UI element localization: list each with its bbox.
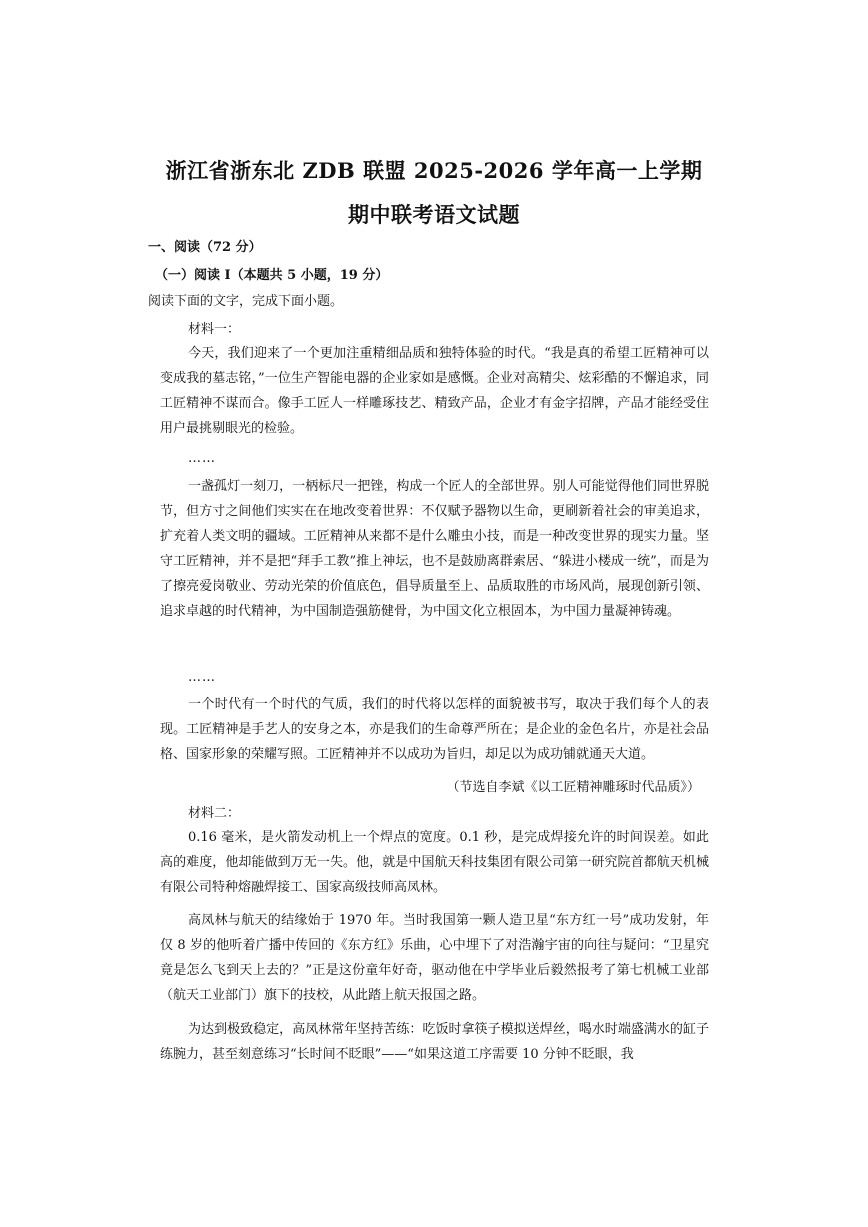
material1-paragraph-2: 一盏孤灯一刻刀，一柄标尺一把锉，构成一个匠人的全部世界。别人可能觉得他们同世界脱节，但方寸之间他们实实在在地改变着世界：不仅赋予器物以生命，更刷新着社会的审美追求，扩充着人类文明的疆域。工匠精神从来都不是什么雕虫小技，而是一种改变世界的现实力量。坚守工匠精神，并不是把“拜手工教”推上神坛，也不是鼓励离群索居、“躲进小楼成一统”，而是为了擦亮爱岗敬业、劳动光荣的价值底色，倡导质量至上、品质取胜的市场风尚，展现创新引领、追求卓越的时代精神，为中国制造强筋健骨，为中国文化立根固本，为中国力量凝神铸魂。 [160,479,709,619]
material1-ellipsis-1: …… [188,451,216,466]
material1-label: 材料一： [188,322,241,337]
subsection-heading-reading-1: （一）阅读 I（本题共 5 小题，19 分） [155,268,389,283]
section-heading-reading: 一、阅读（72 分） [148,240,262,255]
material2-paragraph-2: 高凤林与航天的结缘始于 1970 年。当时我国第一颗人造卫星“东方红一号”成功发射，年仅 8 岁的他听着广播中传回的《东方红》乐曲，心中埋下了对浩瀚宇宙的向往与疑问：“卫星究竟是怎么飞到天上去的？”正是这份童年好奇，驱动他在中学毕业后毅然报考了第七机械工业部（航天工业部门）旗下的技校，从此踏上航天报国之路。 [160,913,709,1003]
exam-title-line2: 期中联考语文试题 [348,202,520,227]
material1-paragraph-1: 今天，我们迎来了一个更加注重精细品质和独特体验的时代。“我是真的希望工匠精神可以变成我的墓志铭，”一位生产智能电器的企业家如是感慨。企业对高精尖、炫彩酷的不懈追求，同工匠精神不谋而合。像手工匠人一样雕琢技艺、精致产品，企业才有金字招牌，产品才能经受住用户最挑剔眼光的检验。 [160,346,709,436]
material1-source: （节选自李斌《以工匠精神雕琢时代品质》） [446,780,700,795]
material1-ellipsis-2: …… [188,670,216,685]
material2-paragraph-3: 为达到极致稳定，高凤林常年坚持苦练：吃饭时拿筷子模拟送焊丝，喝水时端盛满水的缸子练腕力，甚至刻意练习“长时间不眨眼”——“如果这道工序需要 10 分钟不眨眼，我 [160,1022,709,1062]
reading-instruction: 阅读下面的文字，完成下面小题。 [148,294,344,309]
material2-paragraph-1: 0.16 毫米，是火箭发动机上一个焊点的宽度。0.1 秒，是完成焊接允许的时间误差。如此高的难度，他却能做到万无一失。他，就是中国航天科技集团有限公司第一研究院首都航天机械有限公司特种熔融焊接工、国家高级技师高凤林。 [160,830,709,895]
material2-label: 材料二： [188,806,241,821]
material1-paragraph-3: 一个时代有一个时代的气质，我们的时代将以怎样的面貌被书写，取决于我们每个人的表现。工匠精神是手艺人的安身之本，亦是我们的生命尊严所在；是企业的金色名片，亦是社会品格、国家形象的荣耀写照。工匠精神并不以成功为旨归，却足以为成功铺就通天大道。 [160,697,709,762]
exam-title-line1: 浙江省浙东北 ZDB 联盟 2025-2026 学年高一上学期 [165,158,703,183]
